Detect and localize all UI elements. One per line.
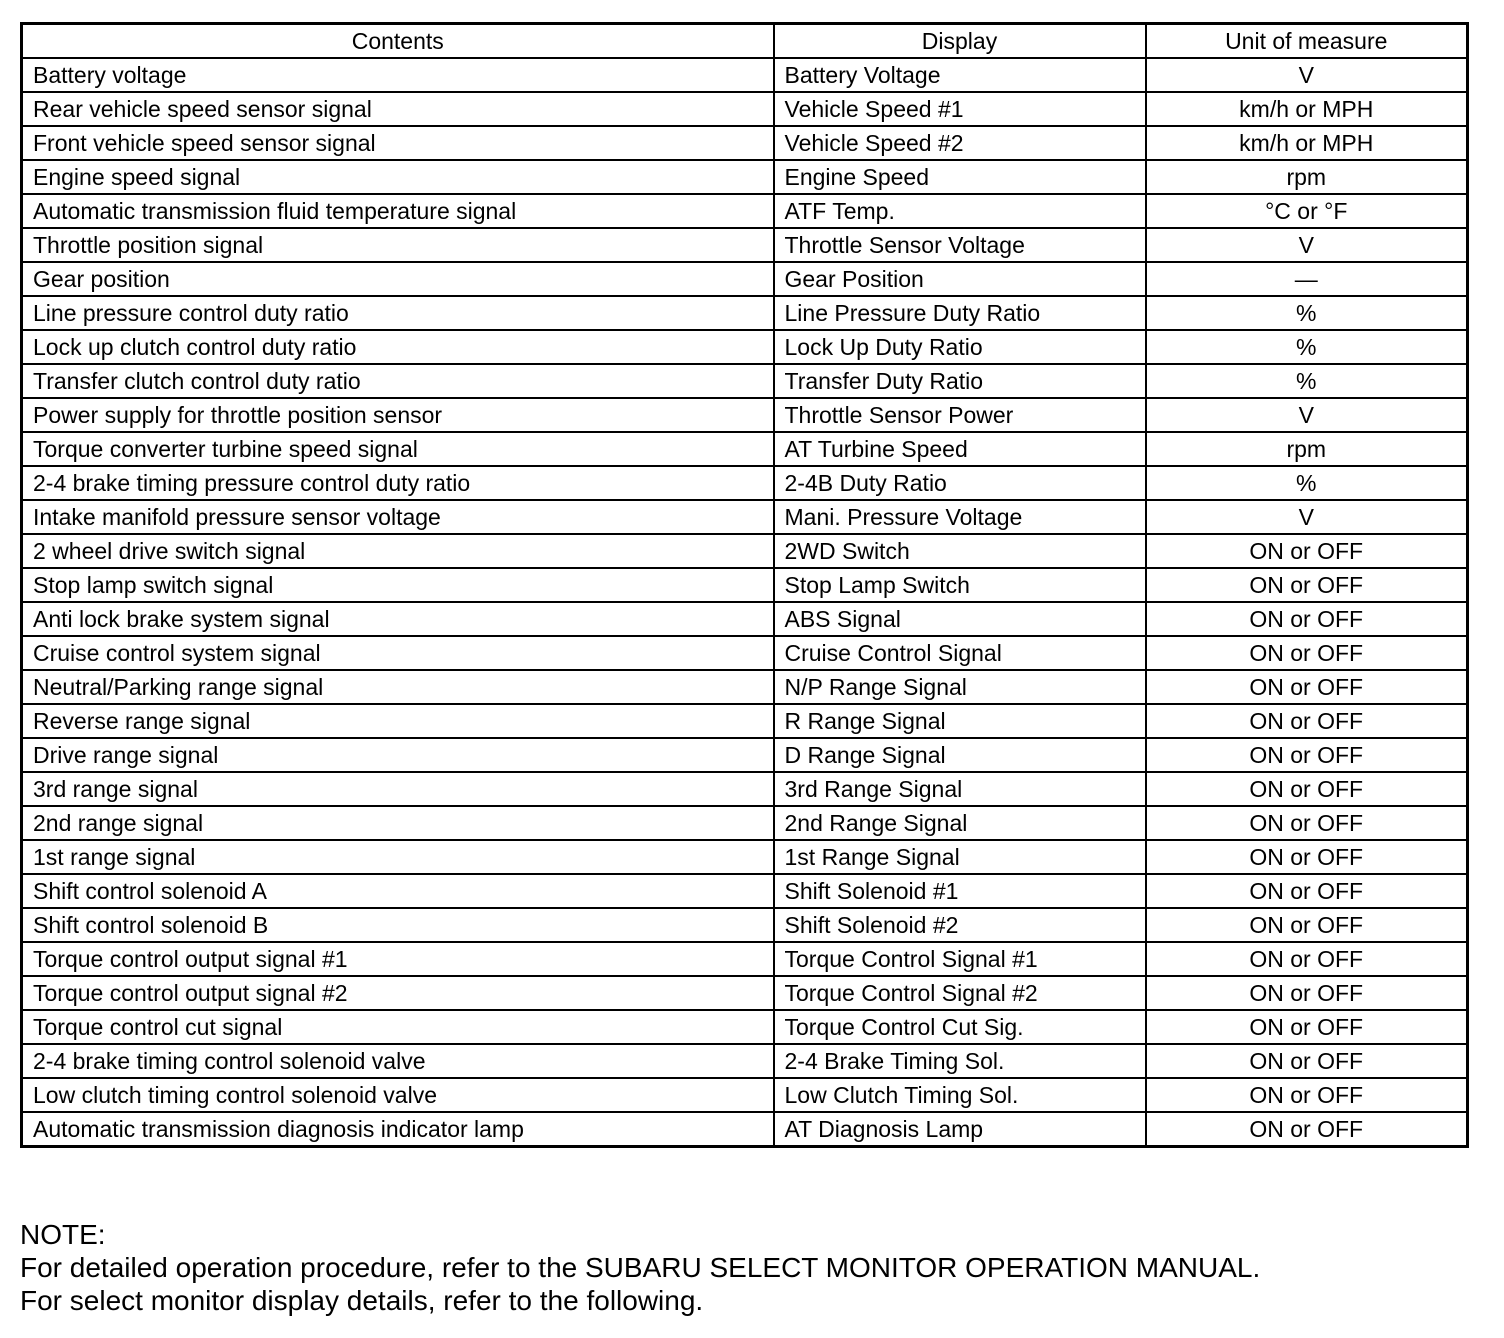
cell-contents: Throttle position signal bbox=[22, 228, 774, 262]
cell-unit: km/h or MPH bbox=[1146, 92, 1468, 126]
table-row bbox=[22, 534, 1468, 568]
table-row bbox=[22, 398, 1468, 432]
cell-contents: 2-4 brake timing pressure control duty ratio bbox=[22, 466, 774, 500]
cell-contents: Torque control output signal #2 bbox=[22, 976, 774, 1010]
table-row bbox=[22, 330, 1468, 364]
cell-display: R Range Signal bbox=[774, 704, 1146, 738]
table-row bbox=[22, 466, 1468, 500]
cell-contents: Low clutch timing control solenoid valve bbox=[22, 1078, 774, 1112]
cell-display: Mani. Pressure Voltage bbox=[774, 500, 1146, 534]
table-row bbox=[22, 670, 1468, 704]
cell-display: AT Diagnosis Lamp bbox=[774, 1112, 1146, 1147]
cell-contents: Intake manifold pressure sensor voltage bbox=[22, 500, 774, 534]
cell-display: Low Clutch Timing Sol. bbox=[774, 1078, 1146, 1112]
cell-contents: Drive range signal bbox=[22, 738, 774, 772]
cell-contents: Automatic transmission diagnosis indicator lamp bbox=[22, 1112, 774, 1147]
cell-unit: rpm bbox=[1146, 160, 1468, 194]
cell-contents: Power supply for throttle position sensor bbox=[22, 398, 774, 432]
cell-unit: ON or OFF bbox=[1146, 738, 1468, 772]
cell-display: Transfer Duty Ratio bbox=[774, 364, 1146, 398]
cell-unit: ON or OFF bbox=[1146, 670, 1468, 704]
table-row bbox=[22, 126, 1468, 160]
table-row bbox=[22, 432, 1468, 466]
cell-display: N/P Range Signal bbox=[774, 670, 1146, 704]
cell-contents: Automatic transmission fluid temperature signal bbox=[22, 194, 774, 228]
cell-contents: Torque control cut signal bbox=[22, 1010, 774, 1044]
cell-display: 2-4B Duty Ratio bbox=[774, 466, 1146, 500]
cell-contents: Torque control output signal #1 bbox=[22, 942, 774, 976]
cell-display: 2-4 Brake Timing Sol. bbox=[774, 1044, 1146, 1078]
table-row bbox=[22, 500, 1468, 534]
cell-unit: ON or OFF bbox=[1146, 772, 1468, 806]
table-header-row bbox=[22, 24, 1468, 59]
table-row bbox=[22, 772, 1468, 806]
cell-display: Lock Up Duty Ratio bbox=[774, 330, 1146, 364]
table-row bbox=[22, 738, 1468, 772]
cell-contents: Engine speed signal bbox=[22, 160, 774, 194]
table-body bbox=[22, 58, 1468, 1147]
cell-display: Torque Control Signal #2 bbox=[774, 976, 1146, 1010]
cell-contents: Rear vehicle speed sensor signal bbox=[22, 92, 774, 126]
cell-contents: 2nd range signal bbox=[22, 806, 774, 840]
cell-contents: Cruise control system signal bbox=[22, 636, 774, 670]
table-row bbox=[22, 364, 1468, 398]
cell-unit: ON or OFF bbox=[1146, 602, 1468, 636]
cell-display: Shift Solenoid #2 bbox=[774, 908, 1146, 942]
cell-unit: ON or OFF bbox=[1146, 534, 1468, 568]
cell-unit: rpm bbox=[1146, 432, 1468, 466]
cell-display: 2nd Range Signal bbox=[774, 806, 1146, 840]
monitor-data-table bbox=[20, 22, 1469, 1148]
cell-contents: 1st range signal bbox=[22, 840, 774, 874]
cell-display: Throttle Sensor Voltage bbox=[774, 228, 1146, 262]
table-row bbox=[22, 976, 1468, 1010]
cell-contents: Neutral/Parking range signal bbox=[22, 670, 774, 704]
cell-unit: % bbox=[1146, 296, 1468, 330]
cell-display: D Range Signal bbox=[774, 738, 1146, 772]
table-row bbox=[22, 58, 1468, 92]
cell-unit: ON or OFF bbox=[1146, 1078, 1468, 1112]
cell-contents: Shift control solenoid A bbox=[22, 874, 774, 908]
cell-unit: — bbox=[1146, 262, 1468, 296]
cell-unit: ON or OFF bbox=[1146, 1010, 1468, 1044]
cell-contents: 2-4 brake timing control solenoid valve bbox=[22, 1044, 774, 1078]
cell-unit: ON or OFF bbox=[1146, 568, 1468, 602]
header-unit-of-measure: Unit of measure bbox=[1146, 24, 1468, 59]
cell-display: Torque Control Signal #1 bbox=[774, 942, 1146, 976]
cell-unit: ON or OFF bbox=[1146, 840, 1468, 874]
table-row bbox=[22, 262, 1468, 296]
cell-unit: ON or OFF bbox=[1146, 806, 1468, 840]
cell-contents: Line pressure control duty ratio bbox=[22, 296, 774, 330]
cell-contents: Lock up clutch control duty ratio bbox=[22, 330, 774, 364]
table-row bbox=[22, 602, 1468, 636]
table-row bbox=[22, 228, 1468, 262]
cell-display: Torque Control Cut Sig. bbox=[774, 1010, 1146, 1044]
cell-unit: ON or OFF bbox=[1146, 874, 1468, 908]
cell-contents: Front vehicle speed sensor signal bbox=[22, 126, 774, 160]
cell-unit: ON or OFF bbox=[1146, 908, 1468, 942]
cell-contents: Torque converter turbine speed signal bbox=[22, 432, 774, 466]
cell-contents: Gear position bbox=[22, 262, 774, 296]
cell-display: ATF Temp. bbox=[774, 194, 1146, 228]
cell-contents: Transfer clutch control duty ratio bbox=[22, 364, 774, 398]
cell-unit: V bbox=[1146, 500, 1468, 534]
cell-contents: Shift control solenoid B bbox=[22, 908, 774, 942]
cell-display: 3rd Range Signal bbox=[774, 772, 1146, 806]
table-row bbox=[22, 806, 1468, 840]
cell-contents: 3rd range signal bbox=[22, 772, 774, 806]
table-row bbox=[22, 704, 1468, 738]
table-row bbox=[22, 874, 1468, 908]
note-line-display-details: For select monitor display details, refer to the following. bbox=[20, 1285, 704, 1316]
table-row bbox=[22, 1010, 1468, 1044]
cell-contents: 2 wheel drive switch signal bbox=[22, 534, 774, 568]
cell-unit: km/h or MPH bbox=[1146, 126, 1468, 160]
note-line-manual-reference: For detailed operation procedure, refer to the SUBARU SELECT MONITOR OPERATION MANUAL. bbox=[20, 1252, 1261, 1283]
header-contents: Contents bbox=[22, 24, 774, 59]
cell-unit: ON or OFF bbox=[1146, 1112, 1468, 1147]
cell-unit: V bbox=[1146, 58, 1468, 92]
cell-display: Stop Lamp Switch bbox=[774, 568, 1146, 602]
table-row bbox=[22, 160, 1468, 194]
cell-contents: Anti lock brake system signal bbox=[22, 602, 774, 636]
cell-unit: ON or OFF bbox=[1146, 1044, 1468, 1078]
table-row bbox=[22, 194, 1468, 228]
cell-display: 1st Range Signal bbox=[774, 840, 1146, 874]
cell-contents: Battery voltage bbox=[22, 58, 774, 92]
table-row bbox=[22, 568, 1468, 602]
cell-unit: ON or OFF bbox=[1146, 636, 1468, 670]
table-row bbox=[22, 296, 1468, 330]
cell-unit: °C or °F bbox=[1146, 194, 1468, 228]
cell-display: Vehicle Speed #1 bbox=[774, 92, 1146, 126]
cell-unit: % bbox=[1146, 364, 1468, 398]
cell-display: Shift Solenoid #1 bbox=[774, 874, 1146, 908]
cell-unit: ON or OFF bbox=[1146, 704, 1468, 738]
cell-display: Cruise Control Signal bbox=[774, 636, 1146, 670]
table-row bbox=[22, 840, 1468, 874]
cell-contents: Stop lamp switch signal bbox=[22, 568, 774, 602]
cell-unit: V bbox=[1146, 228, 1468, 262]
cell-display: Vehicle Speed #2 bbox=[774, 126, 1146, 160]
cell-display: Gear Position bbox=[774, 262, 1146, 296]
cell-display: AT Turbine Speed bbox=[774, 432, 1146, 466]
cell-contents: Reverse range signal bbox=[22, 704, 774, 738]
table-row bbox=[22, 1044, 1468, 1078]
cell-display: Battery Voltage bbox=[774, 58, 1146, 92]
table-row bbox=[22, 636, 1468, 670]
cell-display: Throttle Sensor Power bbox=[774, 398, 1146, 432]
cell-display: 2WD Switch bbox=[774, 534, 1146, 568]
cell-unit: ON or OFF bbox=[1146, 942, 1468, 976]
table-row bbox=[22, 908, 1468, 942]
header-display: Display bbox=[774, 24, 1146, 59]
cell-unit: ON or OFF bbox=[1146, 976, 1468, 1010]
table-row bbox=[22, 1112, 1468, 1147]
cell-display: Line Pressure Duty Ratio bbox=[774, 296, 1146, 330]
table-row bbox=[22, 942, 1468, 976]
cell-display: Engine Speed bbox=[774, 160, 1146, 194]
cell-unit: % bbox=[1146, 330, 1468, 364]
cell-unit: % bbox=[1146, 466, 1468, 500]
table-row bbox=[22, 92, 1468, 126]
table-row bbox=[22, 1078, 1468, 1112]
note-heading: NOTE: bbox=[20, 1219, 106, 1250]
note-section bbox=[20, 1218, 1480, 1317]
cell-display: ABS Signal bbox=[774, 602, 1146, 636]
cell-unit: V bbox=[1146, 398, 1468, 432]
